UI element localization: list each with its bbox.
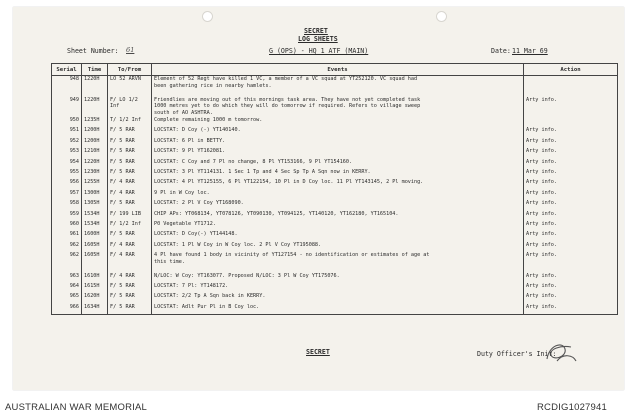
row-serial: 963 — [52, 273, 82, 283]
row-action: Arty info. — [524, 97, 618, 118]
log-row — [52, 190, 618, 200]
row-action: Arty info. — [524, 169, 618, 179]
log-row — [52, 159, 618, 169]
row-to-from: F/ 5 RAR — [108, 293, 152, 303]
row-action: Arty info. — [524, 221, 618, 231]
log-row — [52, 200, 618, 210]
row-action: Arty info. — [524, 293, 618, 303]
row-action: Arty info. — [524, 200, 618, 210]
log-table-header — [52, 64, 618, 76]
row-events: LOCSTAT: D Coy (-) YT140140. — [152, 127, 524, 137]
classification-bottom: SECRET — [306, 348, 330, 356]
row-events: 4 Pl have found 1 body in vicinity of YT127154 - no identification or estimates of age at this time. — [152, 252, 524, 273]
log-row — [52, 293, 618, 303]
row-to-from: F/ 4 RAR — [108, 252, 152, 273]
row-time: 1200H — [82, 138, 108, 148]
row-events: P0 Vegetable YT1712. — [152, 221, 524, 231]
row-events: LOCSTAT: 2/2 Tp A Sqn back in KERRY. — [152, 293, 524, 303]
log-row — [52, 273, 618, 283]
column-header-events: Events — [152, 64, 524, 76]
log-row — [52, 231, 618, 241]
row-serial: 965 — [52, 293, 82, 303]
log-table-body — [52, 76, 618, 315]
classification-top: SECRET — [304, 27, 328, 35]
row-time: 1210H — [82, 148, 108, 158]
log-row — [52, 304, 618, 315]
column-header-to-from: To/From — [108, 64, 152, 76]
row-time: 1255H — [82, 179, 108, 189]
row-serial: 966 — [52, 304, 82, 315]
log-row — [52, 242, 618, 252]
row-time: 1534H — [82, 221, 108, 231]
row-time: 1605H — [82, 242, 108, 252]
row-action: Arty info. — [524, 273, 618, 283]
log-row — [52, 97, 618, 118]
row-serial: 959 — [52, 211, 82, 221]
row-serial: 957 — [52, 190, 82, 200]
row-time: 1300H — [82, 190, 108, 200]
row-serial: 950 — [52, 117, 82, 127]
row-events: LOCSTAT: D Coy(-) YT144148. — [152, 231, 524, 241]
row-time: 1634H — [82, 304, 108, 315]
row-events: 9 Pl in W Coy loc. — [152, 190, 524, 200]
row-events: LOCSTAT: C Coy and 7 Pl no change, 8 Pl YT153166, 9 Pl YT154160. — [152, 159, 524, 169]
log-table — [51, 63, 618, 315]
row-to-from: F/ 4 RAR — [108, 242, 152, 252]
row-serial: 949 — [52, 97, 82, 118]
row-serial: 960 — [52, 221, 82, 231]
column-header-action: Action — [524, 64, 618, 76]
row-action: Arty info. — [524, 159, 618, 169]
row-time: 1610H — [82, 273, 108, 283]
row-action: Arty info. — [524, 242, 618, 252]
row-to-from: F/ 4 RAR — [108, 273, 152, 283]
row-time: 1305H — [82, 200, 108, 210]
row-serial: 956 — [52, 179, 82, 189]
row-action: Arty info. — [524, 283, 618, 293]
row-events: N/LOC: W Coy: YT163077. Proposed N/LOC: 3 Pl W Coy YT175076. — [152, 273, 524, 283]
row-to-from: F/ 5 RAR — [108, 200, 152, 210]
log-row — [52, 169, 618, 179]
sheet-number-label: Sheet Number: — [67, 47, 119, 55]
row-serial: 958 — [52, 200, 82, 210]
row-action: Arty info. — [524, 138, 618, 148]
row-action: Arty info. — [524, 127, 618, 137]
row-action: Arty info. — [524, 190, 618, 200]
row-time: 1620H — [82, 293, 108, 303]
row-events: LOCSTAT: Adlt Pur Pl in B Coy loc. — [152, 304, 524, 315]
row-to-from: F/ LO 1/2 Inf — [108, 97, 152, 118]
row-action: Arty info. — [524, 231, 618, 241]
row-action: Arty info. — [524, 148, 618, 158]
row-events: Complete remaining 1000 m tomorrow. — [152, 117, 524, 127]
row-action: Arty info. — [524, 252, 618, 273]
column-header-time: Time — [82, 64, 108, 76]
row-time: 1605H — [82, 252, 108, 273]
log-row — [52, 252, 618, 273]
row-to-from: F/ 5 RAR — [108, 231, 152, 241]
archive-name: AUSTRALIAN WAR MEMORIAL — [5, 402, 148, 413]
log-row — [52, 179, 618, 189]
date-value: 11 Mar 69 — [512, 47, 548, 55]
archive-reference: RCDIG1027941 — [537, 402, 607, 413]
row-events: LOCSTAT: 1 Pl W Coy in W Coy loc. 2 Pl V Coy YT195088. — [152, 242, 524, 252]
row-serial: 954 — [52, 159, 82, 169]
sheet-subtitle: LOG SHEETS — [298, 35, 338, 43]
row-to-from: F/ 4 RAR — [108, 190, 152, 200]
row-time: 1220H — [82, 97, 108, 118]
punch-hole-icon — [436, 11, 447, 22]
row-events: CHIP APs: YT068134, YT078126, YT090130, YT094125, YT140120, YT162180, YT165104. — [152, 211, 524, 221]
row-action: Arty info. — [524, 211, 618, 221]
row-to-from: T/ 1/2 Inf — [108, 117, 152, 127]
log-row — [52, 211, 618, 221]
log-row — [52, 138, 618, 148]
row-to-from: F/ 4 RAR — [108, 179, 152, 189]
row-serial: 955 — [52, 169, 82, 179]
row-serial: 962 — [52, 242, 82, 252]
row-time: 1220H — [82, 76, 108, 97]
row-time: 1220H — [82, 159, 108, 169]
row-time: 1615H — [82, 283, 108, 293]
log-row — [52, 127, 618, 137]
row-serial: 951 — [52, 127, 82, 137]
row-to-from: F/ 5 RAR — [108, 138, 152, 148]
row-time: 1200H — [82, 127, 108, 137]
row-to-from: F/ 5 RAR — [108, 169, 152, 179]
row-to-from: LO 52 ARVN — [108, 76, 152, 97]
row-events: LOCSTAT: 3 Pl YT114131. 1 Sec 1 Tp and 4 Sec Sp Tp A Sqn now in KERRY. — [152, 169, 524, 179]
log-row — [52, 148, 618, 158]
row-time: 1235H — [82, 117, 108, 127]
row-events: LOCSTAT: 4 Pl YT125155, 6 Pl YT122154, 10 Pl in D Coy loc. 11 Pl YT143145, 2 Pl moving. — [152, 179, 524, 189]
row-action — [524, 76, 618, 97]
log-row — [52, 117, 618, 127]
row-serial: 953 — [52, 148, 82, 158]
row-events: LOCSTAT: 2 Pl V Coy YT168090. — [152, 200, 524, 210]
row-serial: 952 — [52, 138, 82, 148]
duty-officer-label: Duty Officer's Init: — [477, 350, 557, 358]
row-to-from: F/ 5 RAR — [108, 159, 152, 169]
log-sheet-paper — [13, 7, 624, 390]
row-time: 1230H — [82, 169, 108, 179]
row-events: LOCSTAT: 7 Pl: YT148172. — [152, 283, 524, 293]
row-action: Arty info. — [524, 179, 618, 189]
row-time: 1534H — [82, 211, 108, 221]
row-events: LOCSTAT: 6 Pl in BETTY. — [152, 138, 524, 148]
row-to-from: F/ 199 LIB — [108, 211, 152, 221]
punch-hole-icon — [202, 11, 213, 22]
row-serial: 961 — [52, 231, 82, 241]
row-time: 1600H — [82, 231, 108, 241]
date-label: Date: — [491, 47, 511, 55]
row-events: Element of 52 Regt have killed 1 VC, a member of a VC squad at YT252120. VC squad had been gathering rice in nearby hamlets. — [152, 76, 524, 97]
row-action — [524, 117, 618, 127]
row-to-from: F/ 5 RAR — [108, 304, 152, 315]
row-serial: 962 — [52, 252, 82, 273]
duty-officer-initials-signature — [543, 339, 579, 369]
unit-title: G (OPS) - HQ 1 ATF (MAIN) — [269, 47, 369, 55]
row-to-from: F/ 5 RAR — [108, 148, 152, 158]
row-to-from: F/ 5 RAR — [108, 127, 152, 137]
row-serial: 948 — [52, 76, 82, 97]
row-serial: 964 — [52, 283, 82, 293]
row-to-from: F/ 1/2 Inf — [108, 221, 152, 231]
row-action: Arty info. — [524, 304, 618, 315]
log-row — [52, 221, 618, 231]
row-events: LOCSTAT: 9 Pl YT162081. — [152, 148, 524, 158]
log-row — [52, 283, 618, 293]
sheet-number-value: 61 — [126, 46, 135, 54]
log-row — [52, 76, 618, 97]
row-to-from: F/ 5 RAR — [108, 283, 152, 293]
row-events: Friendlies are moving out of this mornings task area. They have not yet completed task 1000 metres yet to do which they will do tomorrow if required. Refers to village sweep south of AO ASHTRA. — [152, 97, 524, 118]
column-header-serial: Serial — [52, 64, 82, 76]
